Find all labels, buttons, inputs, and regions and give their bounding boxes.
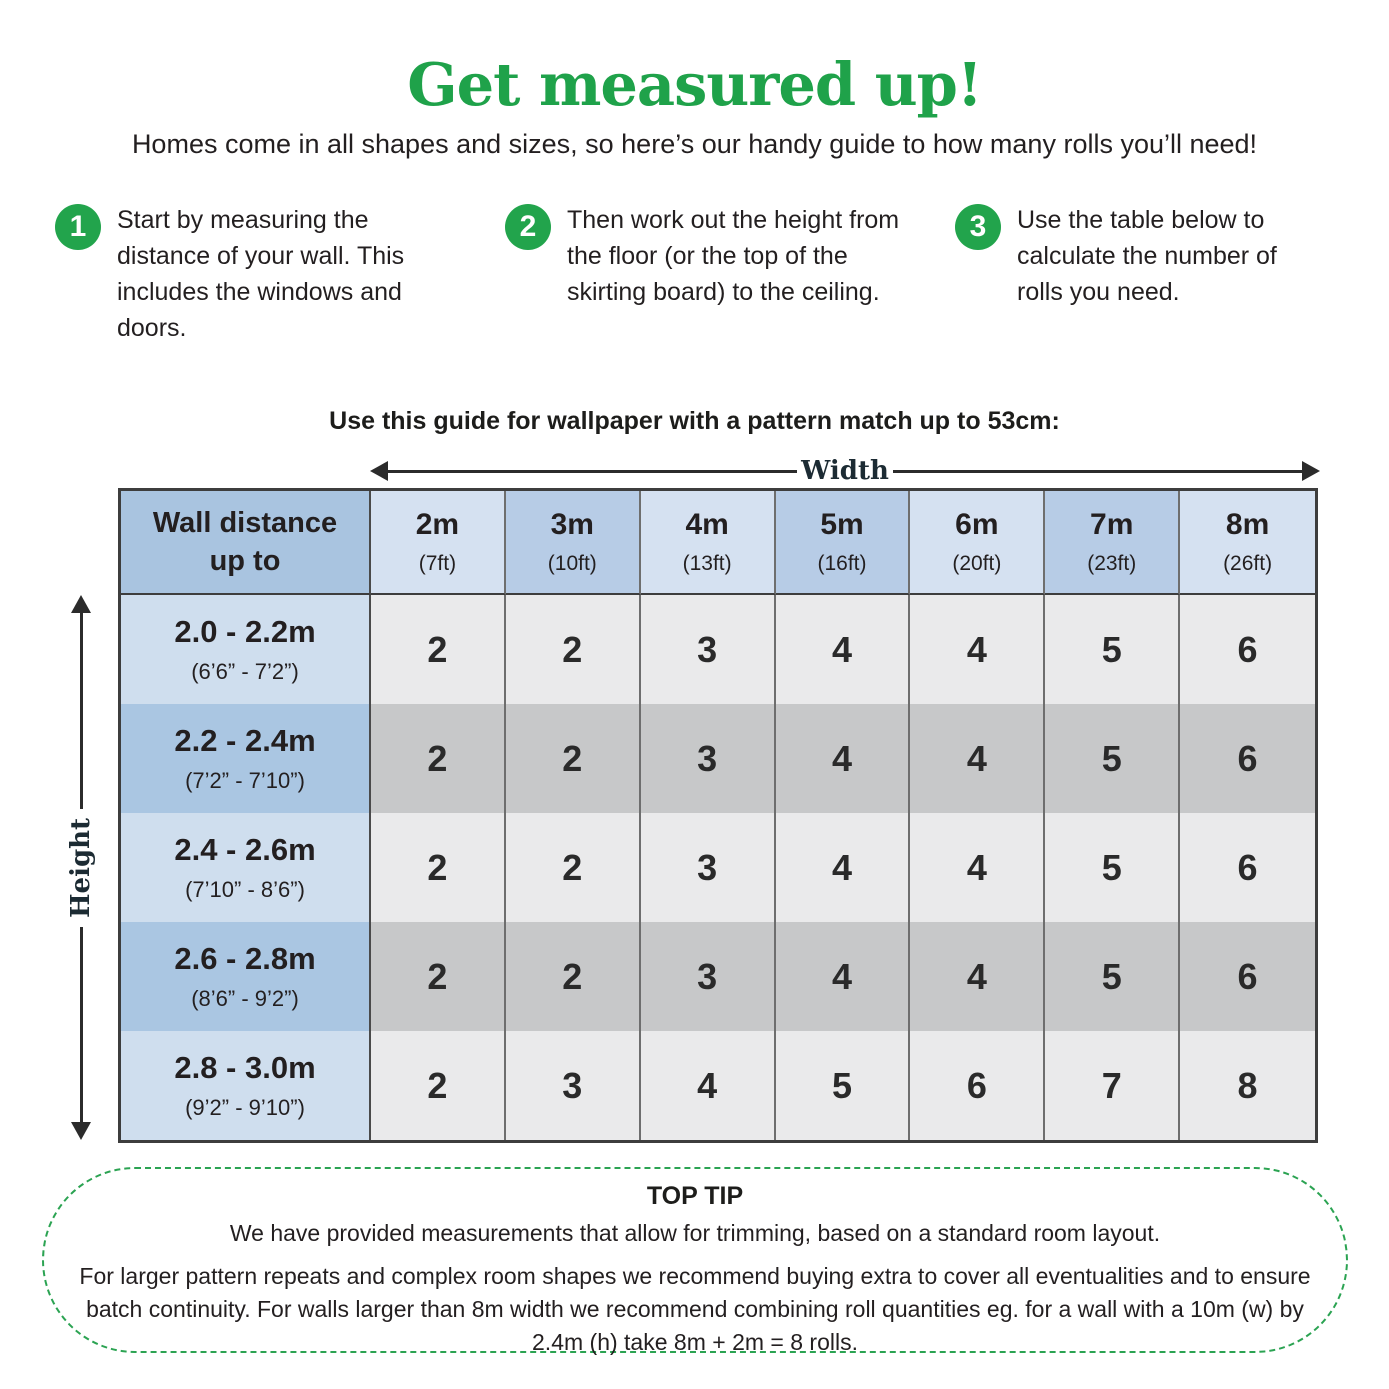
tip-title: TOP TIP — [646, 1182, 744, 1210]
arrow-left-icon — [370, 461, 388, 481]
roll-count: 4 — [966, 955, 987, 997]
table-cell — [1180, 813, 1315, 922]
page-title: Get measured up! — [407, 50, 982, 119]
table-cell — [910, 813, 1045, 922]
roll-count: 4 — [831, 846, 852, 888]
roll-count: 2 — [427, 955, 448, 997]
arrow-line — [388, 470, 797, 473]
roll-count: 2 — [562, 737, 583, 779]
row-label-2.2-2.4m — [121, 704, 371, 813]
table-cell — [1180, 1031, 1315, 1140]
roll-count: 4 — [697, 1064, 718, 1106]
height-axis-label-box — [66, 809, 96, 927]
table-cell — [641, 1031, 776, 1140]
roll-count: 6 — [1237, 846, 1258, 888]
column-header-2m — [371, 491, 506, 595]
arrow-line — [80, 613, 83, 809]
table-cell — [776, 595, 911, 704]
table-corner-header — [121, 491, 371, 595]
step-3-number-badge: 3 — [955, 204, 1001, 250]
step-2-number-badge: 2 — [505, 204, 551, 250]
table-cell — [641, 922, 776, 1031]
table-cell — [1180, 922, 1315, 1031]
roll-count: 2 — [427, 737, 448, 779]
roll-count: 3 — [697, 737, 718, 779]
roll-count: 5 — [831, 1064, 852, 1106]
height-axis-arrow — [66, 595, 96, 1140]
roll-count: 6 — [1237, 628, 1258, 670]
roll-count: 3 — [697, 846, 718, 888]
table-cell — [506, 595, 641, 704]
width-axis-arrow — [370, 458, 1320, 484]
table-cell — [910, 1031, 1045, 1140]
tip-line-1: We have provided measurements that allow for trimming, based on a standard room layout. — [229, 1220, 1161, 1246]
roll-count: 5 — [1101, 955, 1122, 997]
table-cell — [641, 595, 776, 704]
page-subtitle: Homes come in all shapes and sizes, so here’s our handy guide to how many rolls you’ll need! — [131, 129, 1258, 159]
table-guide-title: Use this guide for wallpaper with a pattern match up to 53cm: — [329, 407, 1060, 435]
table-cell — [641, 704, 776, 813]
roll-count: 5 — [1101, 628, 1122, 670]
row-label-2.0-2.2m — [121, 595, 371, 704]
width-axis-label: Width — [801, 456, 889, 486]
roll-count: 2 — [427, 1064, 448, 1106]
roll-count: 2 — [562, 955, 583, 997]
row-label-2.8-3.0m — [121, 1031, 371, 1140]
row-imperial: (8’6” - 9’2”) — [191, 986, 299, 1011]
row-imperial: (9’2” - 9’10”) — [185, 1095, 305, 1120]
column-header-6m — [910, 491, 1045, 595]
roll-count: 6 — [1237, 955, 1258, 997]
roll-count: 4 — [831, 955, 852, 997]
table-cell — [506, 922, 641, 1031]
table-cell — [776, 813, 911, 922]
step-2-text: Then work out the height from the floor (or the top of the skirting board) to the ceiling. — [567, 206, 900, 306]
column-feet: (16ft) — [817, 552, 867, 575]
step-1 — [55, 202, 430, 346]
roll-count: 4 — [831, 737, 852, 779]
roll-count: 5 — [1101, 846, 1122, 888]
table-cell — [1180, 595, 1315, 704]
table-cell — [371, 1031, 506, 1140]
roll-count: 3 — [562, 1064, 583, 1106]
column-feet: (26ft) — [1223, 552, 1273, 575]
row-range: 2.0 - 2.2m — [174, 614, 316, 649]
row-imperial: (7’2” - 7’10”) — [185, 768, 305, 793]
roll-count: 3 — [697, 955, 718, 997]
step-1-text: Start by measuring the distance of your wall. This includes the windows and doors. — [117, 206, 405, 342]
column-metres: 8m — [1225, 508, 1270, 541]
roll-count: 3 — [697, 628, 718, 670]
roll-quantity-table — [118, 488, 1318, 1143]
arrow-line — [80, 927, 83, 1123]
row-label-2.4-2.6m — [121, 813, 371, 922]
column-header-4m — [641, 491, 776, 595]
column-metres: 5m — [820, 508, 864, 541]
table-cell — [506, 1031, 641, 1140]
table-cell — [1045, 813, 1180, 922]
roll-count: 2 — [427, 846, 448, 888]
row-imperial: (7’10” - 8’6”) — [185, 877, 305, 902]
roll-count: 2 — [562, 628, 583, 670]
column-metres: 4m — [685, 508, 729, 541]
column-feet: (13ft) — [682, 552, 732, 575]
table-cell — [371, 595, 506, 704]
table-cell — [910, 704, 1045, 813]
row-range: 2.4 - 2.6m — [174, 832, 316, 867]
table-cell — [371, 922, 506, 1031]
arrow-line — [893, 470, 1302, 473]
table-cell — [1045, 704, 1180, 813]
roll-count: 5 — [1101, 737, 1122, 779]
table-cell — [910, 922, 1045, 1031]
table-cell — [641, 813, 776, 922]
table-cell — [506, 813, 641, 922]
roll-count: 6 — [966, 1064, 987, 1106]
table-cell — [1045, 1031, 1180, 1140]
column-metres: 3m — [550, 508, 594, 541]
roll-count: 7 — [1101, 1064, 1122, 1106]
roll-count: 2 — [562, 846, 583, 888]
table-cell — [506, 704, 641, 813]
row-imperial: (6’6” - 7’2”) — [191, 659, 299, 684]
corner-header-label: Wall distance up to — [152, 507, 338, 577]
table-cell — [1045, 922, 1180, 1031]
roll-count: 4 — [966, 628, 987, 670]
table-cell — [1045, 595, 1180, 704]
column-metres: 7m — [1090, 508, 1134, 541]
column-header-3m — [506, 491, 641, 595]
column-feet: (23ft) — [1087, 552, 1137, 575]
step-1-number-badge: 1 — [55, 204, 101, 250]
row-range: 2.6 - 2.8m — [174, 941, 316, 976]
roll-count: 6 — [1237, 737, 1258, 779]
table-cell — [1180, 704, 1315, 813]
arrow-down-icon — [71, 1122, 91, 1140]
table-cell — [776, 1031, 911, 1140]
table-cell — [910, 595, 1045, 704]
row-range: 2.8 - 3.0m — [174, 1050, 316, 1085]
steps-row — [0, 202, 1389, 367]
roll-count: 4 — [831, 628, 852, 670]
height-axis-label: Height — [66, 817, 97, 918]
column-feet: (20ft) — [952, 552, 1002, 575]
column-metres: 2m — [415, 508, 460, 541]
step-3 — [955, 202, 1320, 310]
row-range: 2.2 - 2.4m — [174, 723, 316, 758]
step-3-text: Use the table below to calculate the number of rolls you need. — [1017, 206, 1277, 306]
table-cell — [776, 922, 911, 1031]
column-header-7m — [1045, 491, 1180, 595]
column-metres: 6m — [955, 508, 999, 541]
table-cell — [371, 704, 506, 813]
column-header-5m — [776, 491, 911, 595]
arrow-right-icon — [1302, 461, 1320, 481]
arrow-up-icon — [71, 595, 91, 613]
roll-count: 4 — [966, 737, 987, 779]
column-header-8m — [1180, 491, 1315, 595]
tip-line-2: For larger pattern repeats and complex room shapes we recommend buying extra to cover all eventualities and to ensure batch continuity. For walls larger than 8m width we recommend combining roll quantities eg. for a wall with a 10m (w) by 2.4m (h) take 8m + 2m = 8 rolls. — [79, 1263, 1311, 1355]
roll-count: 2 — [427, 628, 448, 670]
table-cell — [371, 813, 506, 922]
top-tip-box — [42, 1167, 1348, 1353]
table-cell — [776, 704, 911, 813]
row-label-2.6-2.8m — [121, 922, 371, 1031]
roll-count: 8 — [1237, 1064, 1258, 1106]
column-feet: (7ft) — [418, 552, 457, 575]
step-2 — [505, 202, 910, 310]
column-feet: (10ft) — [547, 552, 597, 575]
roll-count: 4 — [966, 846, 987, 888]
